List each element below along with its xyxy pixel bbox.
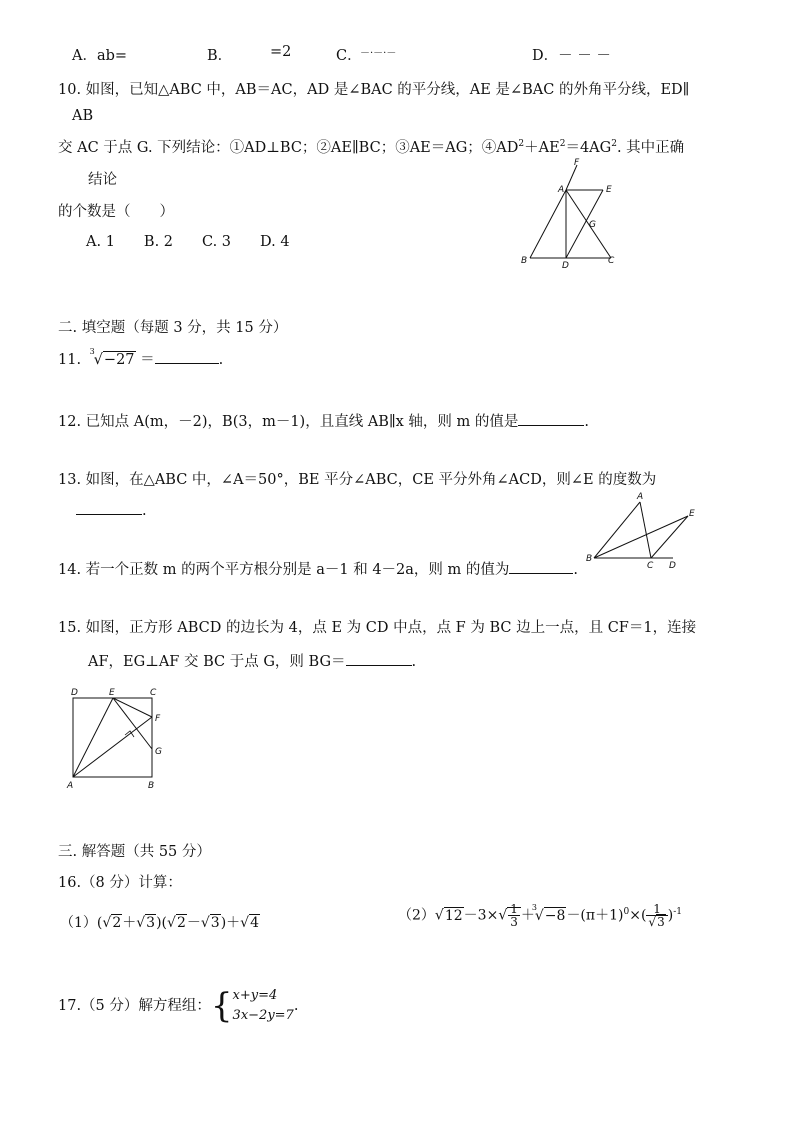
q15-line2: AF，EG⊥AF 交 BC 于点 G，则 BG＝ . bbox=[88, 650, 416, 671]
q11: 11. 3 √−27 ＝ . bbox=[58, 347, 224, 368]
q9-option-c-value: －·－·－ bbox=[360, 48, 397, 59]
q16-part1: （1）(√2＋√3)(√2－√3)＋√4 bbox=[60, 915, 260, 931]
q10-label-b: B bbox=[521, 256, 528, 266]
q10-label-d: D bbox=[562, 261, 569, 270]
q9-option-b-value: =2 bbox=[270, 44, 292, 60]
q10-label-c: C bbox=[608, 256, 615, 266]
q12: 12. 已知点 A(m，－2)，B(3，m－1)，且直线 AB∥x 轴，则 m 的值是 . bbox=[58, 410, 589, 431]
q15-figure bbox=[62, 682, 177, 797]
q9-option-a: A．ab= bbox=[72, 48, 128, 64]
q15-line1: 15. 如图，正方形 ABCD 的边长为 4，点 E 为 CD 中点，点 F 为 BC 边上一点，且 CF＝1，连接 bbox=[58, 620, 697, 636]
q16-part2: （2）√12－3×√ $\frac{1}{3}$ ＋ 3 $√-8-(\pi+1)^0\times$( $\frac{1}{√3}$ )$^{-1}$ bbox=[398, 902, 682, 929]
q13-label-d: D bbox=[669, 561, 676, 571]
q10-line4: 的个数是（ ） bbox=[58, 204, 174, 220]
section2-title: 二. 填空题（每题 3 分，共 15 分） bbox=[58, 320, 288, 336]
q15-answer-blank[interactable] bbox=[346, 651, 412, 666]
q15-label-d: D bbox=[71, 688, 78, 698]
q9-option-c: C． bbox=[336, 48, 362, 64]
q13-label-a: A bbox=[637, 492, 644, 502]
q9-option-b: B． bbox=[207, 48, 233, 64]
q13-label-e: E bbox=[689, 509, 695, 519]
q14-answer-blank[interactable] bbox=[509, 559, 573, 574]
q11-answer-blank[interactable] bbox=[155, 349, 219, 364]
q10-options: A. 1 B. 2 C. 3 D. 4 bbox=[86, 234, 290, 250]
q15-label-e: E bbox=[109, 688, 115, 698]
section3-title: 三. 解答题（共 55 分） bbox=[58, 844, 211, 860]
q12-answer-blank[interactable] bbox=[518, 411, 584, 426]
q9-option-d: D．－ － － bbox=[532, 48, 611, 64]
q10-label-g: G bbox=[589, 220, 596, 230]
q15-label-f: F bbox=[155, 714, 161, 724]
q13-label-c: C bbox=[647, 561, 654, 571]
q13-answer: . bbox=[76, 500, 147, 519]
q10-line3: 结论 bbox=[88, 172, 117, 188]
q10-label-f: F bbox=[574, 158, 580, 168]
q10-label-a: A bbox=[558, 185, 565, 195]
q10-line1: 10. 如图，已知△ABC 中，AB＝AC，AD 是∠BAC 的平分线，AE 是∠BAC 的外角平分线，ED∥ bbox=[58, 82, 690, 98]
q10-line1b: AB bbox=[72, 108, 94, 124]
q16-head: 16.（8 分）计算： bbox=[58, 875, 182, 891]
q13-label-b: B bbox=[586, 554, 593, 564]
q15-label-c: C bbox=[150, 688, 157, 698]
q17-eq1: x+y=4 bbox=[232, 988, 278, 1003]
q10-label-e: E bbox=[606, 185, 612, 195]
q13-answer-blank[interactable] bbox=[76, 500, 142, 515]
q17: 17.（5 分）解方程组：{ x+y=4 3x−2y=7 . bbox=[58, 986, 299, 1026]
q10-line2: 交 AC 于点 G. 下列结论：①AD⊥BC；②AE∥BC；③AE＝AG；$④AD^2+AE^2=4AG^2$. 其中正确 bbox=[58, 139, 685, 156]
q17-eq2: 3x−2y=7 bbox=[232, 1008, 294, 1023]
q14: 14. 若一个正数 m 的两个平方根分别是 a－1 和 4－2a，则 m 的值为 . bbox=[58, 558, 578, 579]
q10-figure bbox=[515, 155, 625, 270]
q13-text: 13. 如图，在△ABC 中，∠A＝50°，BE 平分∠ABC，CE 平分外角∠ACD，则∠E 的度数为 bbox=[58, 472, 657, 488]
q15-label-g: G bbox=[155, 747, 162, 757]
q15-label-a: A bbox=[67, 781, 74, 791]
q13-figure bbox=[585, 488, 705, 573]
q15-label-b: B bbox=[148, 781, 155, 791]
